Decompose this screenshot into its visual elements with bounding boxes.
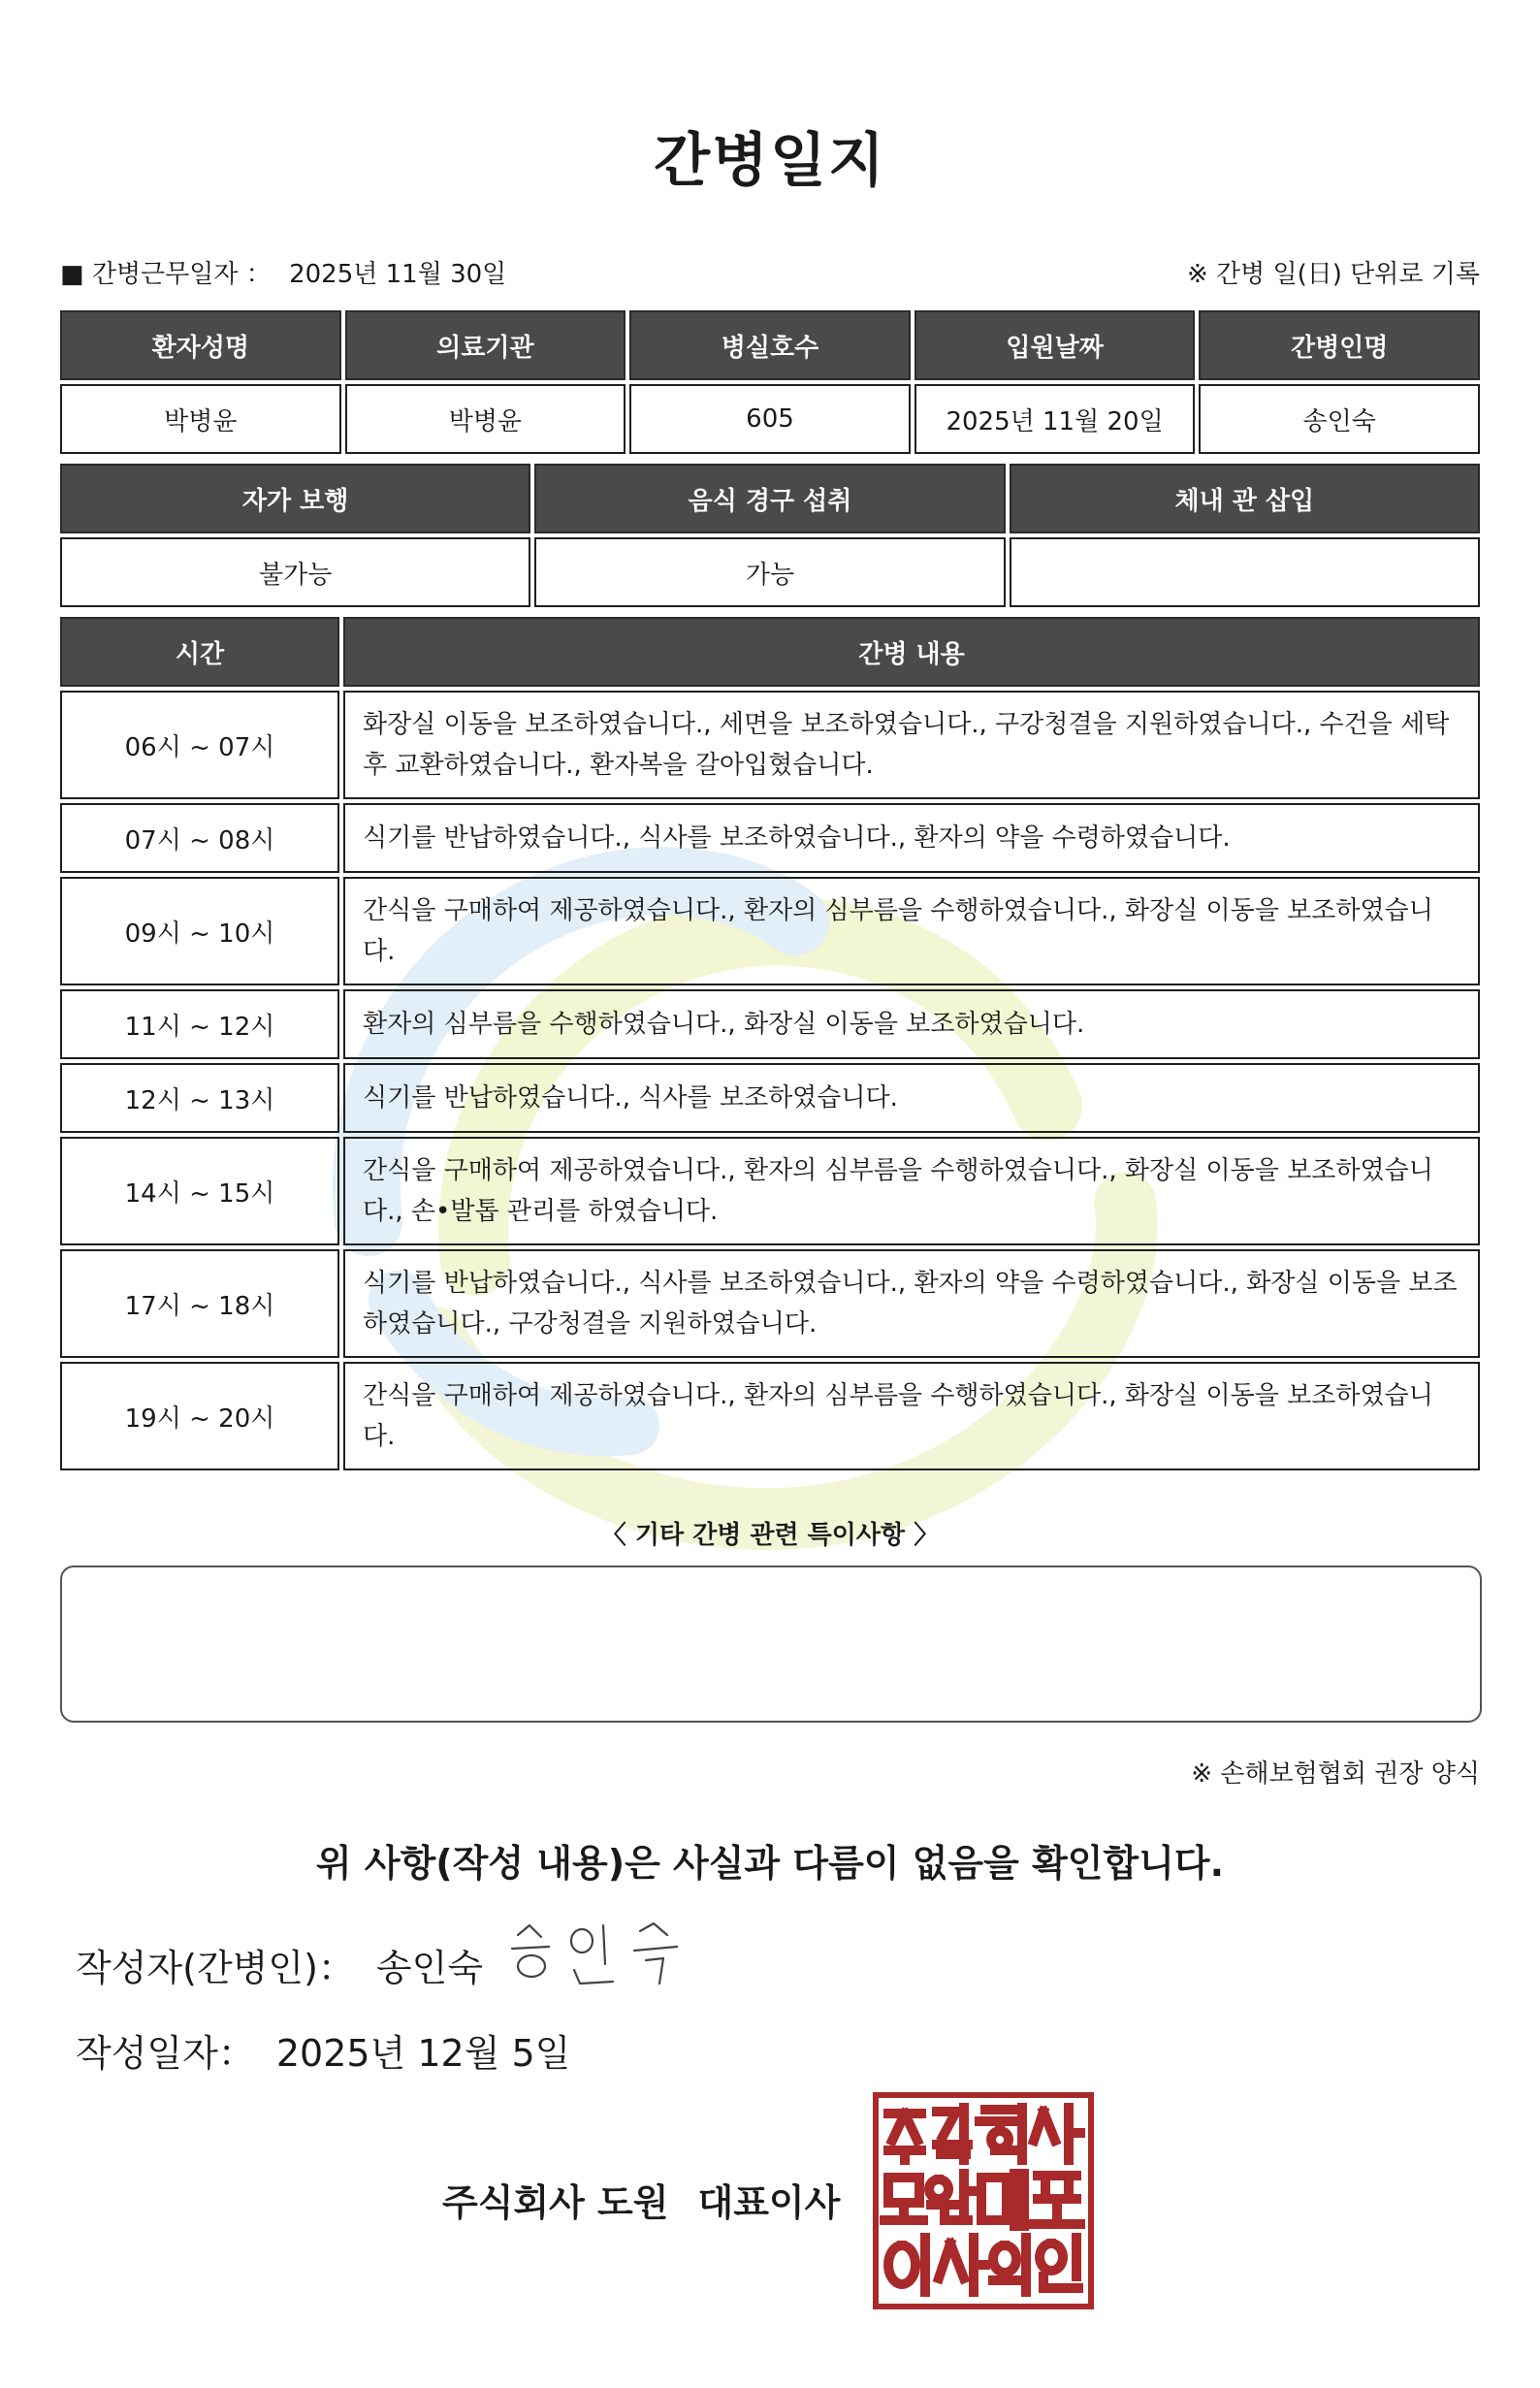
row-time: 06시 ~ 07시 (60, 691, 339, 799)
row-content: 간식을 구매하여 제공하였습니다., 환자의 심부름을 수행하였습니다., 화장실 이동을 보조하였습니다. (343, 1362, 1480, 1470)
table-row (60, 1137, 1480, 1245)
document-title: 간병일지 (654, 127, 886, 195)
table-row (60, 691, 1480, 799)
row-time: 09시 ~ 10시 (60, 877, 339, 985)
row-content: 식기를 반납하였습니다., 식사를 보조하였습니다., 환자의 약을 수령하였습니다. (343, 803, 1480, 873)
header-admission-date: 입원날짜 (914, 310, 1196, 380)
row-time: 07시 ~ 08시 (60, 803, 339, 873)
header-care-content: 간병 내용 (343, 617, 1480, 687)
oral-intake-status: 가능 (534, 537, 1005, 607)
row-content: 환자의 심부름을 수행하였습니다., 화장실 이동을 보조하였습니다. (343, 989, 1480, 1059)
header-oral-intake: 음식 경구 섭취 (534, 464, 1005, 533)
row-time: 19시 ~ 20시 (60, 1362, 339, 1470)
table-row (60, 1249, 1480, 1358)
ceo-title: 대표이사 (697, 2181, 841, 2224)
record-unit-note: ※ 간병 일(日) 단위로 기록 (1186, 260, 1480, 289)
written-date-label: 작성일자： (76, 2032, 255, 2075)
table-row (60, 1063, 1480, 1133)
table-row (60, 803, 1480, 873)
header-hospital: 의료기관 (345, 310, 626, 380)
row-content: 간식을 구매하여 제공하였습니다., 환자의 심부름을 수행하였습니다., 화장실 이동을 보조하였습니다. (343, 877, 1480, 985)
row-time: 12시 ~ 13시 (60, 1063, 339, 1133)
form-source-note: ※ 손해보험협회 권장 양식 (1191, 1759, 1480, 1789)
header-caregiver: 간병인명 (1199, 310, 1480, 380)
patient-name: 박병윤 (60, 384, 341, 454)
company-signature-line (442, 2173, 840, 2226)
row-time: 14시 ~ 15시 (60, 1137, 339, 1245)
remarks-box (60, 1565, 1482, 1723)
header-room: 병실호수 (629, 310, 911, 380)
row-time: 17시 ~ 18시 (60, 1249, 339, 1358)
handwritten-signature (504, 1916, 698, 1993)
work-date (60, 254, 506, 290)
header-tube-insertion: 체내 관 삽입 (1010, 464, 1480, 533)
work-date-label: ■ 간병근무일자 ： (60, 260, 272, 289)
caregiver-name: 송인숙 (1199, 384, 1480, 454)
table-row (60, 989, 1480, 1059)
confirmation-statement: 위 사항(작성 내용)은 사실과 다름이 없음을 확인합니다. (315, 1842, 1225, 1885)
written-date-value: 2025년 12월 5일 (275, 2032, 571, 2075)
table-row (60, 1362, 1480, 1470)
patient-status-table (56, 460, 1484, 611)
table-row (60, 877, 1480, 985)
written-date-line (76, 2023, 570, 2077)
care-log-table (56, 613, 1484, 1474)
header-time: 시간 (60, 617, 339, 687)
remarks-title: 〈 기타 간병 관련 특이사항 〉 (600, 1521, 940, 1550)
row-content: 화장실 이동을 보조하였습니다., 세면을 보조하였습니다., 구강청결을 지원하였습니다., 수건을 세탁 후 교환하였습니다., 환자복을 갈아입혔습니다. (343, 691, 1480, 799)
hospital-name: 박병윤 (345, 384, 626, 454)
room-number: 605 (629, 384, 911, 454)
walking-status: 불가능 (60, 537, 530, 607)
company-name: 주식회사 도원 (442, 2181, 669, 2224)
header-patient-name: 환자성명 (60, 310, 341, 380)
patient-info-table (56, 307, 1484, 458)
header-walking: 자가 보행 (60, 464, 530, 533)
seal-glyphs (879, 2098, 1088, 2304)
writer-line (76, 1938, 483, 1991)
tube-insertion-status (1010, 537, 1480, 607)
company-seal (873, 2092, 1094, 2309)
admission-date: 2025년 11월 20일 (914, 384, 1196, 454)
writer-name: 송인숙 (375, 1947, 484, 1989)
row-time: 11시 ~ 12시 (60, 989, 339, 1059)
row-content: 식기를 반납하였습니다., 식사를 보조하였습니다., 환자의 약을 수령하였습니다., 화장실 이동을 보조하였습니다., 구강청결을 지원하였습니다. (343, 1249, 1480, 1358)
work-date-value: 2025년 11월 30일 (289, 260, 507, 289)
row-content: 간식을 구매하여 제공하였습니다., 환자의 심부름을 수행하였습니다., 화장실 이동을 보조하였습니다., 손•발톱 관리를 하였습니다. (343, 1137, 1480, 1245)
writer-label: 작성자(간병인)： (76, 1947, 355, 1989)
row-content: 식기를 반납하였습니다., 식사를 보조하였습니다. (343, 1063, 1480, 1133)
